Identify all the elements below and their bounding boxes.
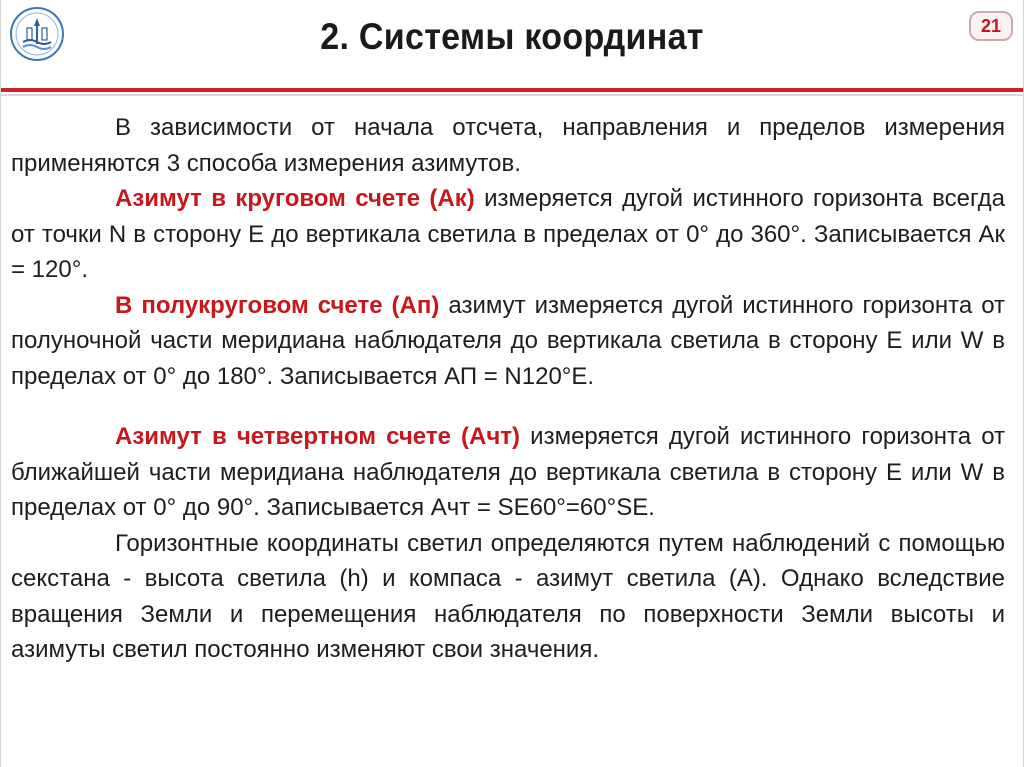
paragraph-text: измеряется дугой истинного горизонта от ближайшей части меридиана наблюдателя до вертикала светила в сторону E или W в пределах от 0° до 90°. Записывается Ачт = SE60°=60°SE. — [11, 423, 1006, 521]
paragraph-text: В зависимости от начала отсчета, направления и пределов измерения применяются 3 способа измерения азимутов. — [11, 114, 1005, 177]
paragraph-intro — [11, 110, 1005, 181]
body-text-block-2 — [11, 419, 1005, 668]
term-semicircular-azimuth: В полукруговом счете (Ап) — [115, 291, 440, 319]
page-title: 2. Системы координат — [320, 16, 704, 57]
paragraph-text: азимут измеряется дугой истинного горизонта от полуночной части меридиана наблюдателя до вертикала светила в сторону E или W в пределах от 0° до 180°. Записывается АП = N120°E. — [11, 291, 1006, 390]
paragraph-text: Горизонтные координаты светил определяются путем наблюдений с помощью секстана - высота светила (h) и компаса - азимут светила (А). Однако вследствие вращения Земли и перемещения наблюдателя по поверхности Земли высоты и азимуты светил постоянно изменяют свои значения. — [11, 529, 1005, 663]
title-divider-shadow — [1, 94, 1023, 96]
paragraph-semicircular-azimuth — [11, 288, 1005, 395]
paragraph-horizontal-coordinates — [11, 526, 1005, 668]
paragraph-text: измеряется дугой истинного горизонта всегда от точки N в сторону E до вертикала светила в пределах от 0° до 360°. Записывается Ак = 120°. — [11, 185, 1005, 283]
body-text-block-1 — [11, 110, 1005, 394]
page-number-badge: 21 — [969, 11, 1013, 41]
paragraph-quadrant-azimuth — [11, 419, 1005, 526]
paragraph-circular-azimuth — [11, 181, 1005, 288]
term-quadrant-azimuth: Азимут в четвертном счете (Ачт) — [115, 423, 521, 450]
term-circular-azimuth: Азимут в круговом счете (Ак) — [115, 185, 475, 212]
title-divider — [1, 88, 1023, 92]
